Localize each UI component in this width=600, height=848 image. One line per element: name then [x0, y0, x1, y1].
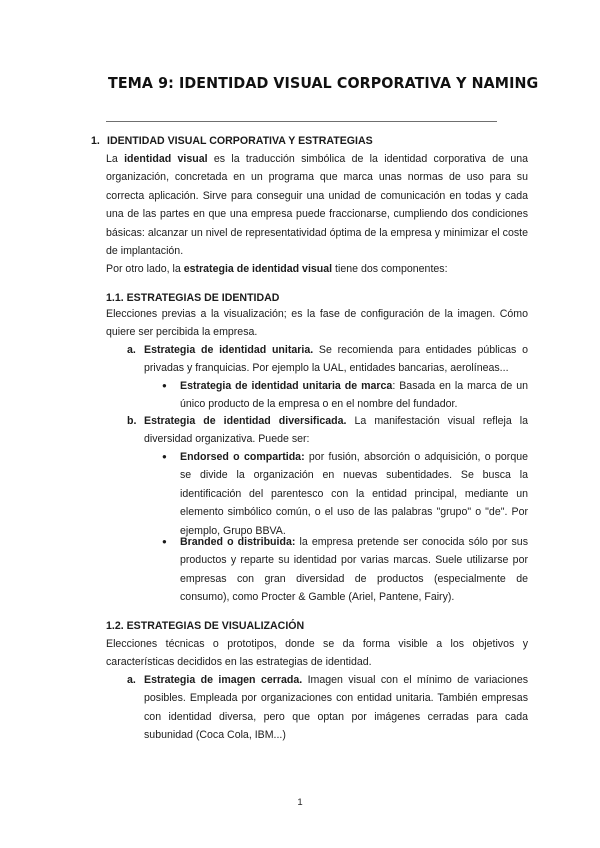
- page-number: 1: [297, 797, 303, 808]
- item-a-text: [144, 341, 528, 378]
- item-a-bullet-text: [180, 377, 528, 414]
- bullet-icon: ●: [162, 381, 167, 390]
- page-title: TEMA 9: IDENTIDAD VISUAL CORPORATIVA Y NAMING: [108, 74, 539, 92]
- item-b-label: b.: [127, 415, 137, 427]
- item-b-bullet-2-bold: Branded o distribuida:: [180, 536, 296, 548]
- item-b-rest: La manifestación visual refleja la diversidad organizativa. Puede ser:: [144, 415, 529, 446]
- p1-bold-term: identidad visual: [124, 153, 208, 165]
- section-1-heading: [91, 132, 373, 150]
- section-1-1-intro: Elecciones previas a la visualización; es la fase de configuración de la imagen. Cómo quiere ser percibida la empresa.: [106, 308, 528, 339]
- item-b-bullet-2-rest: la empresa pretende ser conocida sólo por sus productos y reparte su identidad por varias marcas. Suele utilizarse por empresas con gran diversidad de productos (especialmente de consumo), como Procter & Gamble (Ariel, Pantene, Fairy).: [180, 536, 528, 604]
- bullet-icon: ●: [162, 537, 167, 546]
- item-b-text: [144, 412, 528, 449]
- section-1-number: 1.: [91, 135, 100, 147]
- section-1-2-heading: 1.2. ESTRATEGIAS DE VISUALIZACIÓN: [106, 620, 305, 632]
- p2-prefix: Por otro lado, la: [106, 263, 184, 275]
- item-1-2-a-text: [144, 671, 528, 745]
- section-1-2-intro: Elecciones técnicas o prototipos, donde se da forma visible a los objetivos y características decididos en las estrategias de identidad.: [106, 638, 528, 669]
- p2-bold-term: estrategia de identidad visual: [183, 263, 333, 275]
- item-1-2-a-rest: Imagen visual con el mínimo de variaciones posibles. Empleada por organizaciones con entidad unitaria. También empresas con identidad diversa, pero que optan por imágenes cerradas para cada subunidad (Coca Cola, IBM...): [144, 674, 529, 742]
- item-b-bold: Estrategia de identidad diversificada.: [144, 415, 347, 427]
- section-1-paragraph-1: [106, 150, 528, 260]
- item-a-rest: Se recomienda para entidades públicas o privadas y franquicias. Por ejemplo la UAL, entidades bancarias, aerolíneas...: [144, 344, 528, 375]
- title-divider: [106, 121, 497, 122]
- item-b-bullet-2-text: [180, 533, 528, 607]
- section-1-1-heading: 1.1. ESTRATEGIAS DE IDENTIDAD: [106, 292, 280, 304]
- item-a-bullet-rest: : Basada en la marca de un único producto de la empresa o en el nombre del fundador.: [180, 380, 529, 411]
- p2-rest: tiene dos componentes:: [332, 263, 448, 275]
- item-b-bullet-1-bold: Endorsed o compartida:: [180, 451, 305, 463]
- item-1-2-a-bold: Estrategia de imagen cerrada.: [144, 674, 303, 686]
- bullet-icon: ●: [162, 452, 167, 461]
- item-1-2-a-label: a.: [127, 674, 136, 686]
- section-1-paragraph-2: [106, 260, 528, 278]
- item-a-bullet-bold: Estrategia de identidad unitaria de marca: [180, 380, 393, 392]
- section-1-title: IDENTIDAD VISUAL CORPORATIVA Y ESTRATEGIAS: [107, 135, 373, 147]
- item-a-bold: Estrategia de identidad unitaria.: [144, 344, 314, 356]
- p1-prefix: La: [106, 153, 125, 165]
- item-b-bullet-1-rest: por fusión, absorción o adquisición, o porque se divide la organización en nuevas subentidades. Se busca la identificación del parentesco con la entidad principal, mediante un elemento simbólico común, o el uso de las palabras "grupo" o "de". Por ejemplo, Grupo BBVA.: [180, 451, 528, 537]
- p1-rest: es la traducción simbólica de la identidad corporativa de una organización, concretada en un programa que marca unas normas de uso para su correcta aplicación. Sirve para conseguir una unidad de comunicación en todas y cada una de las partes en que una empresa puede fraccionarse, cumpliendo dos condiciones básicas: alcanzar un nivel de representatividad óptima de la empresa y minimizar el coste de implantación.: [106, 153, 529, 258]
- item-b-bullet-1-text: [180, 448, 528, 540]
- item-a-label: a.: [127, 344, 136, 356]
